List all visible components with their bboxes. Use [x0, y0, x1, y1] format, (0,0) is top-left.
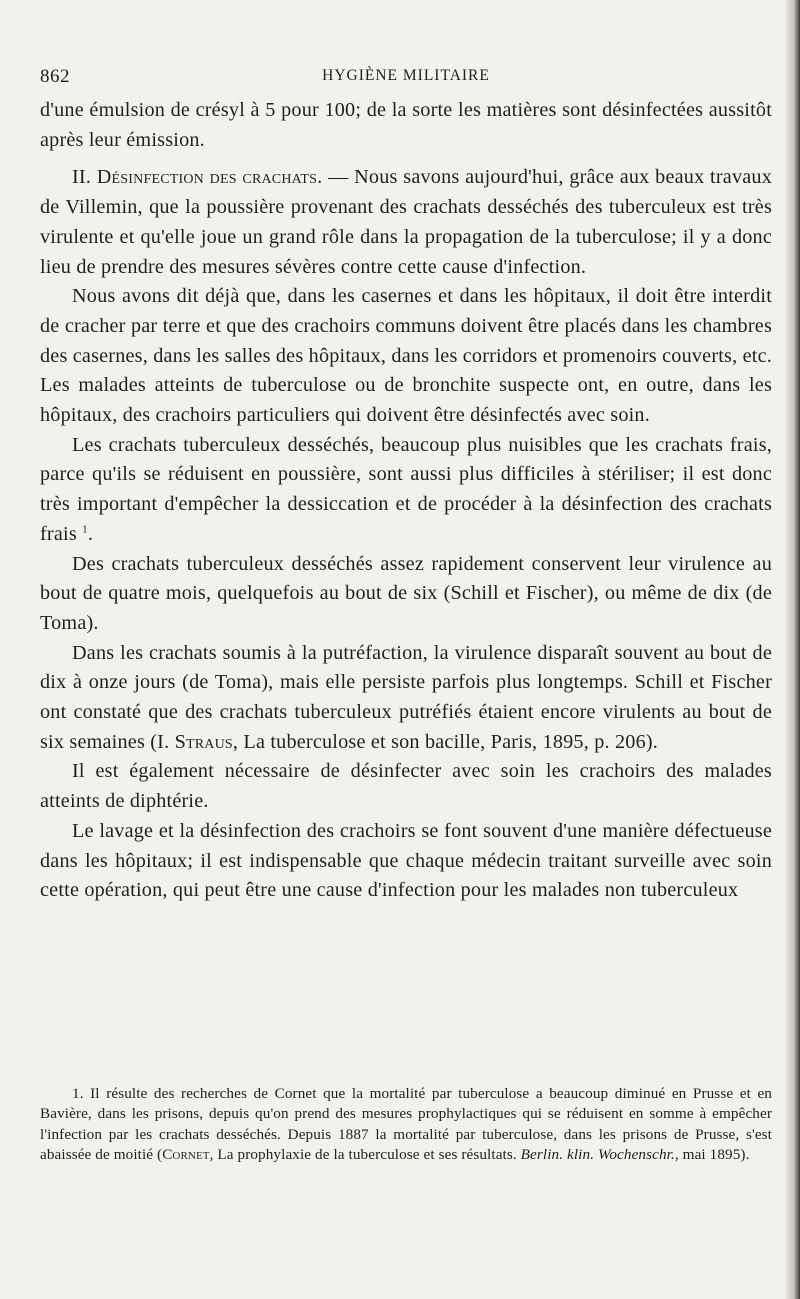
author-name: Straus	[174, 730, 233, 753]
footnote-text: , mai 1895).	[674, 1146, 750, 1164]
footnote-text: , La prophylaxie de la tuberculose et ses résultats.	[209, 1146, 521, 1164]
paragraph-text: Des crachats tuberculeux desséchés assez rapidement conservent leur virulence au bout de quatre mois, quelquefois au bout de six (Schill et Fischer), ou même de dix (de Toma).	[40, 552, 772, 634]
body-text	[40, 96, 772, 906]
section-paragraph	[40, 163, 772, 282]
paragraph: Les crachats tuberculeux desséchés, beaucoup plus nuisibles que les crachats frais, parce qu'ils se réduisent en poussière, sont aussi plus difficiles à stériliser; il est donc très important d'empêcher la dessiccation et de procéder à la désinfection des crachats frais $^1$.	[40, 433, 772, 545]
paragraph-continuation	[40, 96, 772, 155]
footnotes	[40, 1084, 772, 1166]
paragraph	[40, 757, 772, 816]
paragraph-text: d'une émulsion de crésyl à 5 pour 100; de la sorte les matières sont désinfectées aussitôt après leur émission.	[40, 99, 772, 151]
section-heading: II. Désinfection des crachats.	[72, 166, 323, 189]
paragraph	[40, 639, 772, 758]
page-number: 862	[40, 66, 70, 87]
running-head: HYGIÈNE MILITAIRE	[322, 67, 490, 84]
footnote	[40, 1084, 772, 1166]
paragraph-text: Il est également nécessaire de désinfecter avec soin les crachoirs des malades atteints de diphtérie.	[40, 760, 772, 813]
page-binding-edge	[786, 0, 800, 1299]
paragraph-text: Nous avons dit déjà que, dans les casernes et dans les hôpitaux, il doit être interdit de cracher par terre et que des crachoirs communs doivent être placés dans les chambres des casernes, dans les salles des hôpitaux, dans les corridors et promenoirs couverts, etc. Les malades atteints de tuberculose ou de bronchite suspecte ont, en outre, dans les hôpitaux, des crachoirs particuliers qui doivent être désinfectés avec soin.	[40, 285, 772, 427]
footnote-text: 1. Il résulte des recherches de Cornet que la mortalité par tuberculose a beaucoup diminué en Prusse et en Bavière, dans les prisons, depuis qu'on prend des mesures prophylactiques qui se réduisent en somme à empêcher l'infection par les crachats desséchés. Depuis 1887 la mortalité par tuberculose, dans les prisons de Prusse, s'est abaissée de moitié (	[40, 1085, 772, 1164]
footnote-reference[interactable]: 1	[82, 523, 88, 536]
paragraph	[40, 817, 772, 906]
page-header	[40, 66, 772, 90]
paragraph	[40, 282, 772, 431]
paragraph-text: — Nous savons aujourd'hui, grâce aux beaux travaux de Villemin, que la poussière provenant des crachats desséchés des tuberculeux est très virulente et qu'elle joue un grand rôle dans la propagation de la tuberculose; il y a donc lieu de prendre des mesures sévères contre cette cause d'infection.	[40, 166, 772, 278]
paragraph	[40, 550, 772, 639]
paragraph-text: Les crachats tuberculeux desséchés, beaucoup plus nuisibles que les crachats frais, parce qu'ils se réduisent en poussière, sont aussi plus difficiles à stériliser; il est donc très important d'empêcher la dessiccation et de procéder à la désinfection des crachats frais	[40, 433, 772, 545]
paragraph-text: , La tuberculose et son bacille, Paris, 1895, p. 206).	[232, 730, 659, 753]
journal-title: Berlin. klin. Wochenschr.	[520, 1146, 675, 1164]
paragraph-text: Le lavage et la désinfection des crachoirs se font souvent d'une manière défectueuse dans les hôpitaux; il est indispensable que chaque médecin traitant surveille avec soin cette opération, qui peut être une cause d'infection pour les malades non tuberculeux	[40, 819, 772, 902]
author-name: Cornet	[162, 1146, 210, 1164]
paragraph-text: Dans les crachats soumis à la putréfaction, la virulence disparaît souvent au bout de dix à onze jours (de Toma), mais elle persiste parfois plus longtemps. Schill et Fischer ont constaté que des crachats tuberculeux putréfiés étaient encore virulents au bout de six semaines (I.	[40, 641, 772, 753]
